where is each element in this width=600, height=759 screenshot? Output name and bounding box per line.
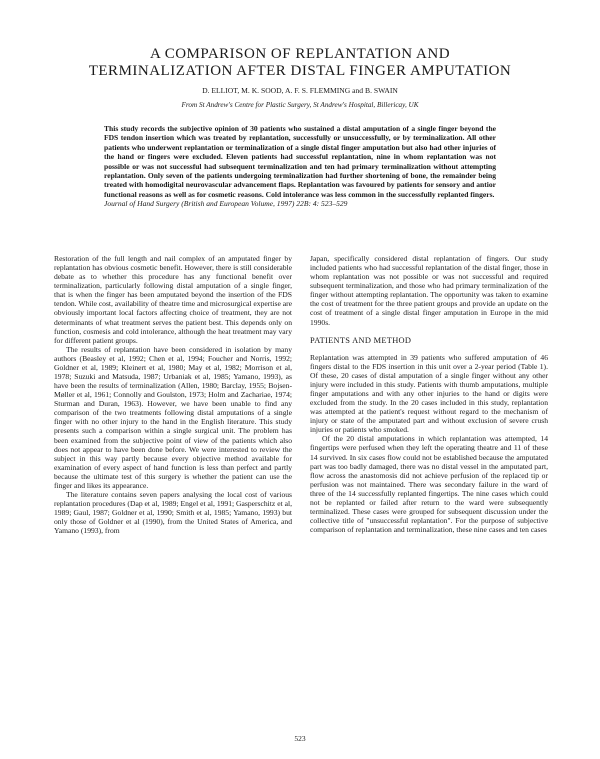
intro-paragraph-3: The literature contains seven papers analysing the local cost of various replantation procedures (Dap et al, 1989; Engel et al, 1991; Gasperschitz et al, 1989; Gaul, 1987; Goldner et al, 1990; Smith et al, 1985; Yamano, 1993) but only those of Goldner et al (1990), from the United States of America, and Yamano (1993), from	[54, 490, 292, 536]
right-column	[310, 254, 548, 534]
page-number: 523	[294, 734, 306, 743]
abstract	[104, 124, 496, 209]
abstract-text: This study records the subjective opinion of 30 patients who sustained a distal amputation of a single finger beyond the FDS tendon insertion which was treated by replantation, successfully or unsuccessfully, or by terminalization. All other patients who underwent replantation or terminalization of a single distal finger amputation but also had other injuries of the hand or fingers were excluded. Eleven patients had successful replantation, nine in whom replantation was not possible or was not successful had subsequent terminalization and ten had primary terminalization without attempting replantation. Only seven of the patients undergoing terminalization had further shortening of bone, the remainder being treated with homodigital neurovascular advancement flaps. Replantation was favoured by patients for sensory and antior functional reasons as well as for cosmetic reasons. Cold intolerance was less common in the successfully replanted fingers.	[104, 124, 496, 199]
article-title	[40, 46, 560, 80]
left-column	[54, 254, 292, 535]
intro-paragraph-1: Restoration of the full length and nail complex of an amputated finger by replantation has obvious cosmetic benefit. However, there is still considerable debate as to whether this procedure has any functional benefit over terminalization, particularly following distal amputation of a single finger, that is when the finger has been amputated beyond the insertion of the FDS tendon. While cost, availability of theatre time and microsurgical expertise are obviously important local factors affecting choice of treatment, they are not determinants of what treatment serves the patient best. This depends only on function, cosmesis and cold intolerance, although the heat treatment may vary for different patient groups.	[54, 254, 292, 345]
methods-paragraph-1: Replantation was attempted in 39 patients who suffered amputation of 46 fingers distal to the FDS insertion in this unit over a 2-year period (Table 1). Of these, 20 cases of distal amputation of a single finger without any other injury were included in this study. Patients with thumb amputations, multiple finger amputations and with any other injuries to the hand or digits were excluded from the study. In the 20 cases included in this study, replantation was attempted at the patient's request without regard to the mechanism of injury or state of the amputated part and without exclusion of severe crush injuries or patients who smoked.	[310, 352, 548, 435]
author-affiliation: From St Andrew's Centre for Plastic Surgery, St Andrew's Hospital, Billericay, UK	[181, 101, 419, 109]
title-line-1: A COMPARISON OF REPLANTATION AND	[149, 46, 451, 62]
section-heading-methods: PATIENTS AND METHOD	[310, 335, 412, 345]
intro-paragraph-2: The results of replantation have been considered in isolation by many authors (Beasley et al, 1992; Chen et al, 1994; Foucher and Norris, 1992; Goldner et al, 1989; Kleinert et al, 1980; May et al, 1982; Morrison et al, 1978; Suzuki and Matsuda, 1987; Urbaniak et al, 1985; Yamano, 1993), as have been the results of terminalization (Allen, 1980; Barclay, 1955; Bojsen-Møller et al, 1961; Connolly and Goulston, 1973; Holm and Zachariae, 1974; Sturman and Duran, 1963). However, we have been unable to find any comparison of the two treatments following distal amputations of a single finger with no other injury to the hand in the English literature. This study presents such a comparison within a single surgical unit. The problem has been examined from the subjective point of view of the patients which also does not appear to have been done before. We were interested to review the subject in this way partly because every objective method available for examination of every aspect of hand function is less than perfect and partly because the ultimate test of this surgery is whether the patient can use the finger and likes its appearance.	[54, 344, 292, 490]
journal-citation: Journal of Hand Surgery (British and European Volume, 1997) 22B: 4: 523–529	[104, 199, 348, 209]
intro-paragraph-4: Japan, specifically considered distal replantation of fingers. Our study included patients who had successful replantation of the distal finger, those in whom replantation was not possible or was not successful and required subsequent terminalization, and those who had primary terminalization of the finger without attempting replantation. The opportunity was taken to examine the cost of treatment for the three patient groups and provide an update on the cost of treatment of a single distal finger amputation in Europe in the mid 1990s.	[310, 254, 548, 327]
title-line-2: TERMINALIZATION AFTER DISTAL FINGER AMPUTATION	[88, 63, 512, 79]
author-list: D. ELLIOT, M. K. SOOD, A. F. S. FLEMMING and B. SWAIN	[202, 86, 398, 95]
methods-paragraph-2: Of the 20 distal amputations in which replantation was attempted, 14 fingertips were perfused when they left the operating theatre and 11 of these 14 survived. In six cases flow could not be established because the amputated part was too badly damaged, there was no distal vessel in the amputated part, flow across the anastomosis did not achieve perfusion of the replaced tip or perfusion was not maintained. There was secondary failure in the ward of three of the 14 successfully replanted fingertips. The nine cases which could not be replanted or failed after return to the ward were subsequently terminalized. These cases were grouped for subsequent discussion under the collective title of "unsuccessful replantation". For the purpose of subjective comparison of replantation and terminalization, these nine cases and ten cases	[310, 434, 548, 535]
